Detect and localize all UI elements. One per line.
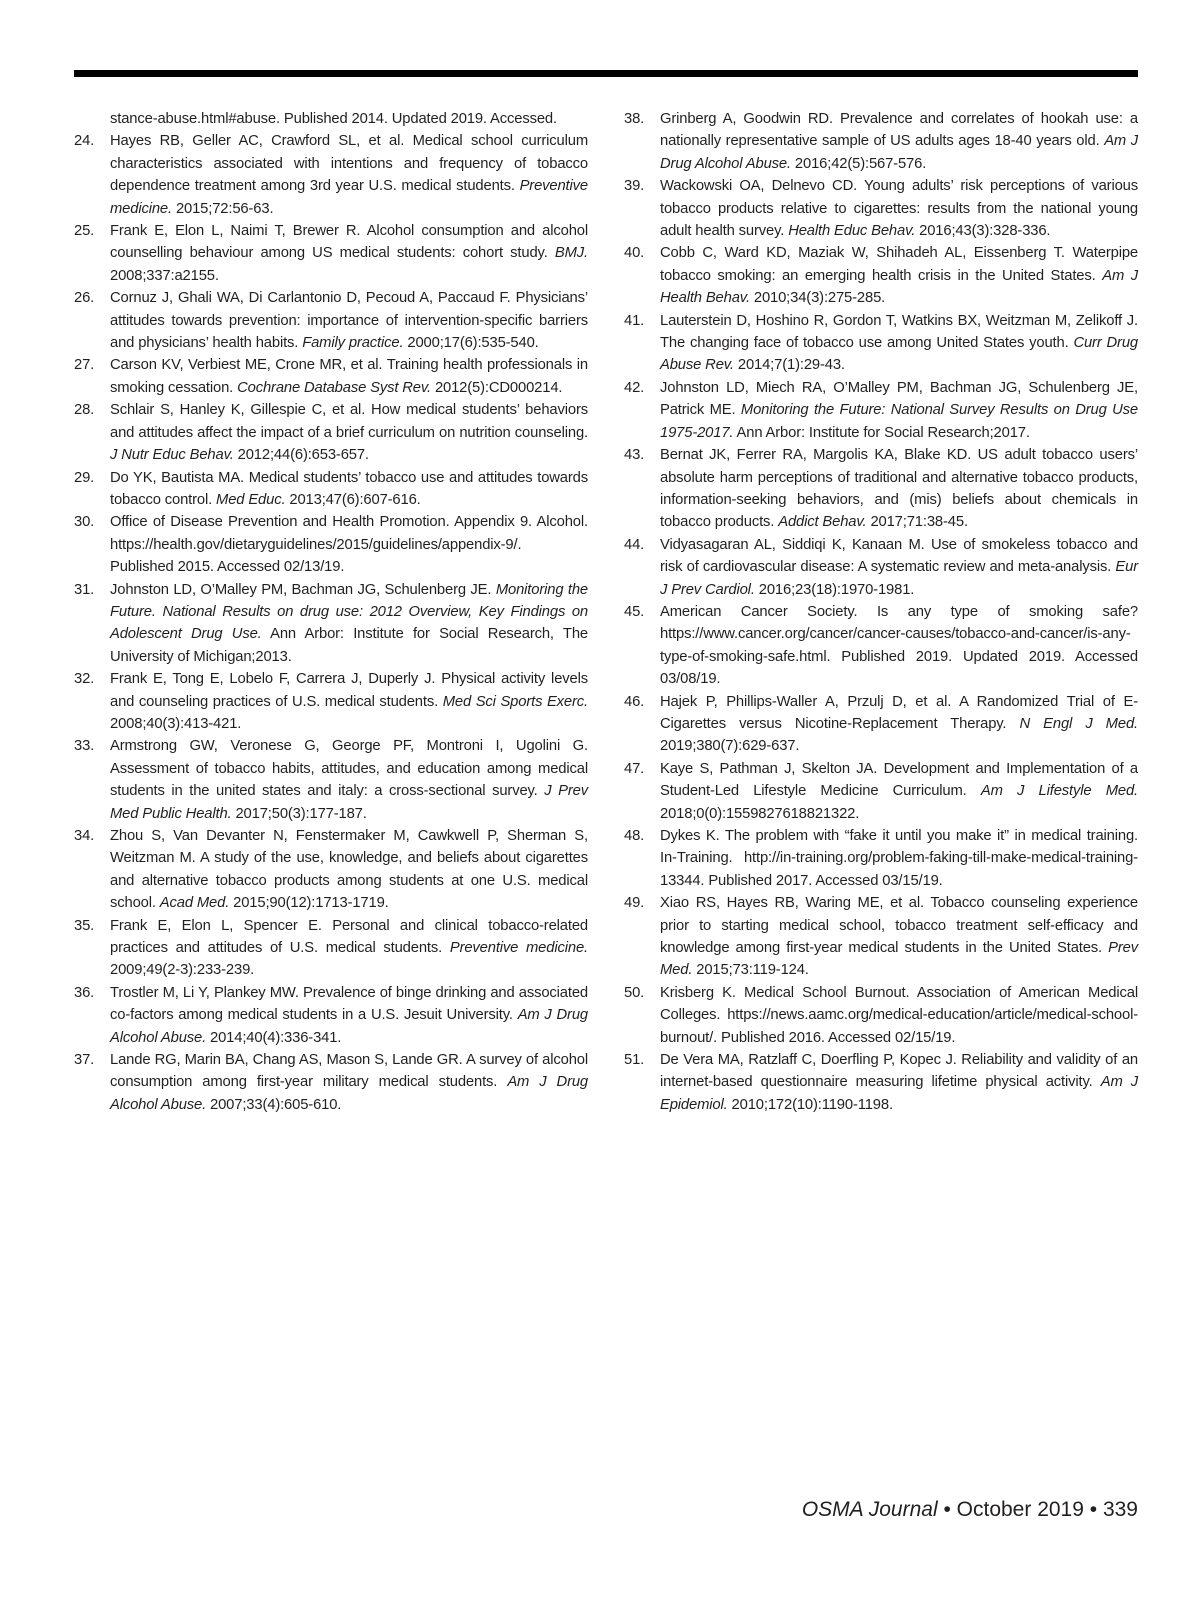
reference-italic-title: Monitoring the Future: National Survey Results on Drug Use 1975-2017.	[660, 402, 1139, 441]
reference-segment: 2014;40(4):336-341.	[206, 1029, 342, 1046]
reference-text	[660, 380, 1138, 441]
reference-text	[110, 918, 588, 979]
reference-text	[110, 357, 588, 395]
reference-text	[110, 514, 588, 575]
reference-italic-title: BMJ.	[554, 245, 588, 262]
reference-text	[110, 671, 588, 732]
reference-number: 33.	[74, 738, 95, 755]
reference-segment: Lauterstein D, Hoshino R, Gordon T, Watkins BX, Weitzman M, Zelikoff J. The changing face of tobacco use among United States youth.	[660, 312, 1138, 352]
reference-number: 44.	[624, 536, 645, 553]
reference-number: 26.	[74, 290, 95, 307]
reference-text	[660, 828, 1138, 889]
reference-segment: 2016;42(5):567-576.	[790, 155, 927, 172]
reference-segment: Lande RG, Marin BA, Chang AS, Mason S, Lande GR. A survey of alcohol consumption among first-year military medical students.	[110, 1052, 588, 1091]
reference-italic-title: Eur J Prev Cardiol.	[660, 559, 1138, 598]
reference-italic-title: Am J Epidemiol.	[660, 1074, 1138, 1113]
reference-italic-title: Health Educ Behav.	[788, 223, 916, 240]
reference-number: 47.	[624, 760, 645, 777]
reference-number: 39.	[624, 178, 645, 195]
reference-segment: American Cancer Society. Is any type of smoking safe? https://www.cancer.org/cancer/cancer-causes/tobacco-and-cancer/is-any-type-of-smoking-safe.html. Published 2019. Updated 2019. Accessed 03/08/19.	[660, 603, 1138, 688]
reference-text	[110, 985, 588, 1046]
reference-segment: Krisberg K. Medical School Burnout. Association of American Medical Colleges. https://news.aamc.org/medical-education/article/medical-school-burnout/. Published 2016. Accessed 02/15/19.	[660, 984, 1138, 1046]
reference-item	[624, 892, 1138, 982]
reference-italic-title: Med Sci Sports Exerc.	[442, 693, 588, 710]
reference-item	[624, 691, 1138, 758]
reference-italic-title: Addict Behav.	[778, 514, 867, 531]
reference-item	[624, 444, 1138, 534]
journal-name: OSMA Journal	[801, 1498, 938, 1521]
reference-item	[74, 915, 588, 982]
reference-segment: Grinberg A, Goodwin RD. Prevalence and correlates of hookah use: a nationally representative sample of US adults ages 18-40 years old.	[660, 111, 1138, 150]
reference-text	[660, 895, 1138, 978]
reference-text	[660, 537, 1138, 598]
reference-italic-title: Monitoring the Future. National Results on drug use: 2012 Overview, Key Findings on Adolescent Drug Use.	[110, 581, 588, 643]
reference-number: 35.	[74, 917, 95, 934]
reference-item	[74, 735, 588, 825]
reference-number: 38.	[624, 111, 645, 127]
reference-segment: 2015;72:56-63.	[171, 200, 274, 217]
reference-number: 48.	[624, 828, 645, 844]
reference-segment: Armstrong GW, Veronese G, George PF, Montroni I, Ugolini G. Assessment of tobacco habits, attitudes, and education among medical students in the united states and italy: a cross-sectional survey.	[110, 738, 588, 800]
reference-italic-title: Acad Med.	[159, 895, 230, 912]
reference-segment: Carson KV, Verbiest ME, Crone MR, et al. Training health professionals in smoking cessation.	[110, 357, 588, 396]
reference-italic-title: Am J Health Behav.	[660, 267, 1138, 307]
reference-number: 31.	[74, 581, 95, 598]
reference-segment: 2009;49(2-3):233-239.	[110, 962, 255, 979]
reference-text	[660, 604, 1138, 687]
reference-segment: Kaye S, Pathman J, Skelton JA. Development and Implementation of a Student-Led Lifestyle Medicine Curriculum.	[660, 760, 1138, 800]
reference-segment: Johnston LD, Miech RA, O’Malley PM, Bachman JG, Schulenberg JE, Patrick ME.	[660, 379, 1138, 419]
reference-text	[660, 178, 1138, 239]
reference-text	[660, 245, 1138, 306]
reference-italic-title: Am J Drug Alcohol Abuse.	[110, 1007, 588, 1046]
reference-segment: 2008;337:a2155.	[110, 267, 219, 284]
reference-italic-title: Prev Med.	[660, 940, 1138, 979]
reference-text	[660, 761, 1138, 822]
reference-italic-title: Am J Drug Alcohol Abuse.	[110, 1074, 589, 1113]
reference-item	[624, 108, 1138, 175]
reference-item	[74, 108, 588, 130]
reference-segment: 2014;7(1):29-43.	[733, 357, 845, 374]
reference-segment: 2016;43(3):328-336.	[915, 223, 1051, 240]
reference-number: 29.	[74, 469, 95, 486]
reference-item	[624, 377, 1138, 444]
reference-text	[660, 1052, 1138, 1113]
reference-italic-title: J Prev Med Public Health.	[110, 783, 588, 822]
reference-segment: 2012;44(6):653-657.	[233, 447, 369, 464]
reference-text	[110, 1052, 588, 1113]
reference-segment: De Vera MA, Ratzlaff C, Doerfling P, Kopec J. Reliability and validity of an internet-based questionnaire measuring lifetime physical activity.	[660, 1052, 1138, 1091]
reference-segment: 2012(5):CD000214.	[430, 379, 563, 396]
reference-text	[660, 313, 1138, 374]
reference-number: 51.	[624, 1052, 645, 1069]
reference-segment: 2007;33(4):605-610.	[206, 1096, 342, 1113]
reference-text	[110, 402, 588, 463]
reference-segment: Frank E, Elon L, Naimi T, Brewer R. Alcohol consumption and alcohol counselling behaviour among US medical students: cohort study.	[110, 223, 588, 262]
reference-italic-title: Preventive medicine.	[449, 940, 588, 957]
reference-segment: 2016;23(18):1970-1981.	[754, 581, 915, 598]
reference-item	[624, 825, 1138, 892]
reference-segment: 2010;172(10):1190-1198.	[727, 1096, 893, 1113]
reference-text	[660, 447, 1138, 530]
references-column-right	[624, 108, 1138, 1116]
reference-number: 36.	[74, 984, 95, 1001]
reference-item	[74, 982, 588, 1049]
reference-number: 32.	[74, 671, 95, 688]
reference-segment: Ann Arbor: Institute for Social Research;2017.	[733, 424, 1030, 441]
reference-segment: Office of Disease Prevention and Health Promotion. Appendix 9. Alcohol. https://health.gov/dietaryguidelines/2015/guidelines/appendix-9/. Published 2015. Accessed 02/13/19.	[110, 514, 588, 576]
reference-number: 50.	[624, 984, 645, 1001]
reference-segment: Hajek P, Phillips-Waller A, Przulj D, et al. A Randomized Trial of E-Cigarettes versus Nicotine-Replacement Therapy.	[660, 693, 1138, 732]
reference-number: 30.	[74, 514, 95, 531]
reference-item	[74, 825, 588, 915]
reference-item	[74, 1049, 588, 1116]
reference-item	[624, 310, 1138, 377]
reference-segment: Bernat JK, Ferrer RA, Margolis KA, Blake KD. US adult tobacco users’ absolute harm perceptions of traditional and alternative tobacco products, information-seeking behaviors, and (mis) beliefs about chemicals in tobacco products.	[660, 447, 1138, 531]
reference-italic-title: Preventive medicine.	[110, 178, 588, 217]
reference-segment: 2018;0(0):1559827618821322.	[660, 805, 860, 822]
reference-item	[74, 579, 588, 669]
reference-segment: Frank E, Elon L, Spencer E. Personal and clinical tobacco-related practices and attitudes of U.S. medical students.	[110, 917, 588, 957]
reference-item	[624, 175, 1138, 242]
reference-segment: Xiao RS, Hayes RB, Waring ME, et al. Tobacco counseling experience prior to starting medical school, tobacco treatment self-efficacy and knowledge among first-year medical students in the United States.	[660, 895, 1138, 957]
reference-text	[110, 111, 557, 127]
footer-separator: •	[1083, 1498, 1103, 1521]
reference-number: 37.	[74, 1052, 95, 1069]
reference-item	[74, 399, 588, 466]
issue-date: October 2019	[956, 1498, 1084, 1521]
reference-item	[624, 534, 1138, 601]
reference-segment: Hayes RB, Geller AC, Crawford SL, et al. Medical school curriculum characteristics associated with intentions and frequency of tobacco dependence treatment among 3rd year U.S. medical students.	[110, 133, 588, 195]
reference-text	[110, 582, 588, 665]
reference-item	[74, 511, 588, 578]
reference-item	[624, 1049, 1138, 1116]
footer-separator: •	[937, 1498, 957, 1521]
reference-number: 43.	[624, 447, 645, 464]
reference-text	[110, 133, 588, 216]
reference-item	[74, 354, 588, 399]
reference-italic-title: Cochrane Database Syst Rev.	[237, 379, 431, 396]
page-number: 339	[1102, 1498, 1138, 1521]
reference-italic-title: N Engl J Med.	[1019, 715, 1138, 732]
reference-segment: Cobb C, Ward KD, Maziak W, Shihadeh AL, Eissenberg T. Waterpipe tobacco smoking: an emerging health crisis in the United States.	[660, 245, 1138, 284]
reference-segment: 2010;34(3):275-285.	[749, 290, 886, 307]
reference-number: 45.	[624, 603, 645, 620]
reference-segment: 2017;50(3):177-187.	[231, 805, 367, 822]
reference-text	[110, 470, 588, 508]
reference-segment: 2013;47(6):607-616.	[285, 491, 421, 508]
reference-segment: Vidyasagaran AL, Siddiqi K, Kanaan M. Use of smokeless tobacco and risk of cardiovascular disease: A systematic review and meta-analysis.	[660, 536, 1138, 576]
reference-segment: 2000;17(6):535-540.	[403, 335, 539, 352]
reference-italic-title: Am J Drug Alcohol Abuse.	[660, 133, 1139, 172]
references-column-left	[74, 108, 588, 1116]
reference-segment: Schlair S, Hanley K, Gillespie C, et al. How medical students’ behaviors and attitudes affect the impact of a brief curriculum on nutrition counseling.	[110, 402, 588, 441]
reference-item	[624, 758, 1138, 825]
reference-number: 40.	[624, 245, 645, 262]
reference-item	[74, 220, 588, 287]
reference-item	[74, 467, 588, 512]
reference-item	[624, 982, 1138, 1049]
reference-segment: Trostler M, Li Y, Plankey MW. Prevalence of binge drinking and associated co-factors among medical students in a U.S. Jesuit University.	[110, 984, 588, 1024]
header-rule	[74, 70, 1138, 77]
reference-text	[660, 694, 1138, 755]
reference-segment: Zhou S, Van Devanter N, Fenstermaker M, Cawkwell P, Sherman S, Weitzman M. A study of the use, knowledge, and beliefs about cigarettes and alternative tobacco products among students at one U.S. medical school.	[110, 828, 588, 912]
reference-number: 25.	[74, 223, 95, 240]
reference-item	[624, 601, 1138, 691]
reference-number: 24.	[74, 133, 95, 150]
reference-segment: Frank E, Tong E, Lobelo F, Carrera J, Duperly J. Physical activity levels and counseling practices of U.S. medical students.	[110, 671, 588, 710]
reference-italic-title: Am J Lifestyle Med.	[980, 783, 1138, 800]
reference-segment: Dykes K. The problem with “fake it until you make it” in medical training. In-Training. http://in-training.org/problem-faking-till-make-medical-training-13344. Published 2017. Accessed 03/15/19.	[660, 828, 1138, 889]
reference-item	[624, 242, 1138, 309]
reference-number: 27.	[74, 357, 95, 374]
reference-number: 34.	[74, 828, 95, 844]
reference-segment: 2019;380(7):629-637.	[660, 738, 800, 755]
reference-segment: 2015;90(12):1713-1719.	[229, 895, 389, 912]
reference-number: 42.	[624, 379, 645, 396]
reference-number: 49.	[624, 895, 645, 912]
reference-text	[110, 738, 588, 821]
reference-italic-title: Family practice.	[302, 335, 404, 352]
reference-segment: stance-abuse.html#abuse. Published 2014. Updated 2019. Accessed.	[110, 111, 557, 127]
reference-segment: Ann Arbor: Institute for Social Research, The University of Michigan;2013.	[110, 626, 588, 665]
reference-number: 28.	[74, 402, 95, 419]
reference-text	[660, 111, 1138, 172]
reference-italic-title: J Nutr Educ Behav.	[110, 447, 234, 464]
reference-segment: Cornuz J, Ghali WA, Di Carlantonio D, Pecoud A, Paccaud F. Physicians’ attitudes towards prevention: importance of intervention-specific barriers and physicians’ health habits.	[110, 290, 588, 352]
page-footer	[802, 1497, 1138, 1523]
reference-segment: Do YK, Bautista MA. Medical students’ tobacco use and attitudes towards tobacco control.	[110, 469, 588, 508]
reference-number: 41.	[624, 312, 645, 329]
reference-segment: Johnston LD, O’Malley PM, Bachman JG, Schulenberg JE.	[110, 581, 496, 598]
reference-segment: 2015;73:119-124.	[692, 962, 809, 979]
reference-text	[110, 828, 588, 911]
reference-text	[660, 985, 1138, 1046]
reference-item	[74, 130, 588, 220]
reference-segment: Wackowski OA, Delnevo CD. Young adults’ risk perceptions of various tobacco products relative to cigarettes: results from the national young adult health survey.	[660, 178, 1138, 240]
reference-segment: 2008;40(3):413-421.	[110, 715, 242, 732]
reference-segment: 2017;71:38-45.	[866, 514, 968, 531]
reference-item	[74, 668, 588, 735]
reference-number: 46.	[624, 693, 645, 710]
reference-text	[110, 223, 588, 284]
reference-item	[74, 287, 588, 354]
reference-text	[110, 290, 588, 351]
reference-italic-title: Med Educ.	[216, 491, 286, 508]
reference-italic-title: Curr Drug Abuse Rev.	[660, 335, 1138, 374]
